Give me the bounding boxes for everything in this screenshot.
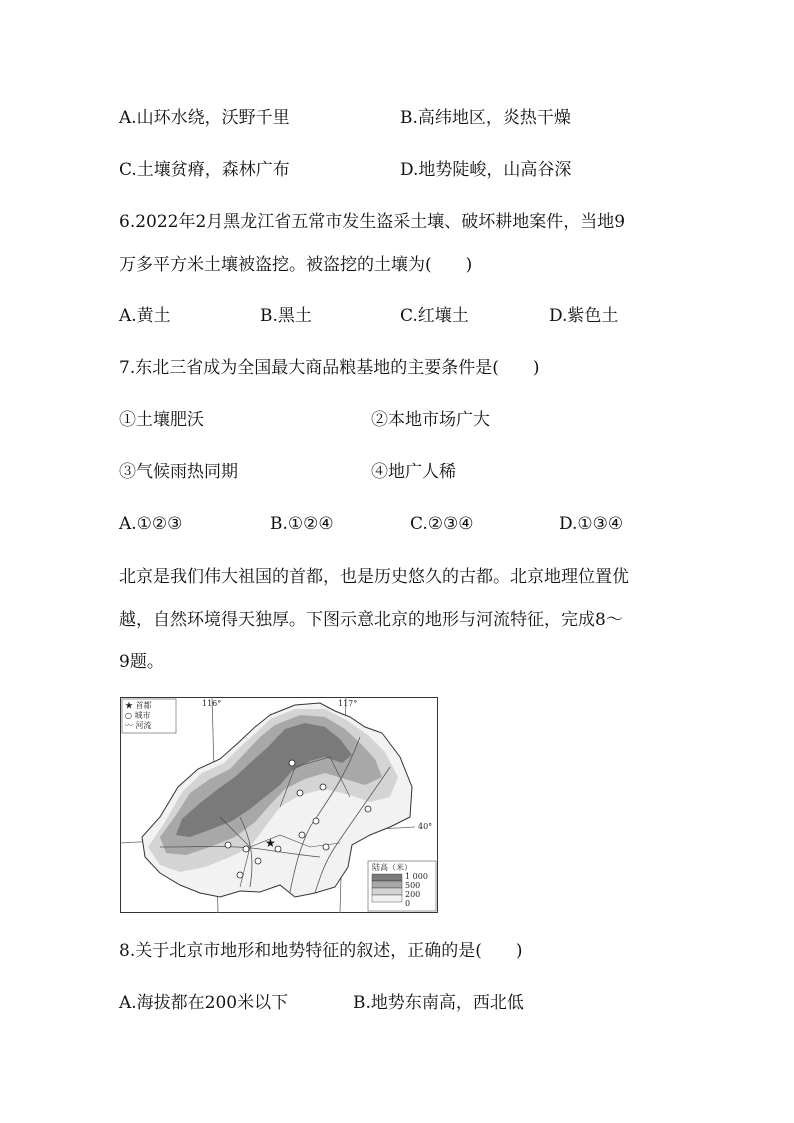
q5-option-d: D.地势陡峻，山高谷深 (400, 160, 572, 180)
q5-option-c: C.土壤贫瘠，森林广布 (119, 160, 290, 180)
q5-option-b: B.高纬地区，炎热干燥 (400, 108, 571, 128)
label-lon-117: 117° (338, 699, 358, 708)
city-marker (275, 846, 281, 852)
elev-level-500: 500 (405, 881, 421, 890)
elev-title: 陆高（米） (372, 863, 412, 872)
passage-line1: 北京是我们伟大祖国的首都，也是历史悠久的古都。北京地理位置优 (119, 567, 629, 587)
elev-level-200: 200 (405, 890, 421, 899)
city-marker (320, 784, 326, 790)
label-lon-116: 116° (202, 699, 222, 708)
city-marker (237, 872, 243, 878)
q7-option-a: A.①②③ (119, 514, 183, 534)
label-lat-40: 40° (418, 822, 433, 831)
legend-river: 〰 河流 (125, 721, 152, 730)
city-marker (299, 832, 305, 838)
q5-option-a: A.山环水绕，沃野千里 (119, 108, 290, 128)
city-marker (297, 790, 303, 796)
q7-condition-1: ①土壤肥沃 (119, 410, 204, 430)
q6-option-b: B.黑土 (260, 306, 312, 326)
legend-capital: ★ 首都 (125, 701, 152, 710)
q7-option-d: D.①③④ (559, 514, 624, 534)
city-marker (289, 760, 295, 766)
city-marker (365, 806, 371, 812)
q6-option-d: D.紫色土 (549, 306, 619, 326)
capital-star-icon: ★ (265, 836, 276, 850)
city-marker (225, 842, 231, 848)
beijing-terrain-map (120, 697, 438, 913)
elev-level-1000: 1 000 (405, 872, 428, 881)
q6-stem-line1: 6.2022年2月黑龙江省五常市发生盗采土壤、破坏耕地案件，当地9 (119, 212, 626, 232)
city-marker (313, 818, 319, 824)
q8-stem: 8.关于北京市地形和地势特征的叙述，正确的是( ) (119, 941, 523, 961)
q7-condition-4: ④地广人稀 (371, 462, 456, 482)
q7-option-b: B.①②④ (270, 514, 334, 534)
elev-level-0: 0 (405, 899, 411, 908)
city-marker (323, 844, 329, 850)
legend-city: ○ 城市 (125, 711, 151, 720)
q6-option-a: A.黄土 (119, 306, 171, 326)
elevation-legend (368, 861, 436, 911)
q6-option-c: C.红壤土 (400, 306, 469, 326)
q7-stem: 7.东北三省成为全国最大商品粮基地的主要条件是( ) (119, 358, 540, 378)
city-marker (255, 858, 261, 864)
q8-option-a: A.海拔都在200米以下 (119, 993, 289, 1013)
passage-line2: 越，自然环境得天独厚。下图示意北京的地形与河流特征，完成8～ (119, 610, 623, 630)
q8-option-b: B.地势东南高，西北低 (353, 993, 524, 1013)
q6-stem-line2: 万多平方米土壤被盗挖。被盗挖的土壤为( ) (119, 255, 473, 275)
q7-condition-3: ③气候雨热同期 (119, 462, 238, 482)
city-marker (243, 846, 249, 852)
q7-condition-2: ②本地市场广大 (371, 410, 490, 430)
q7-option-c: C.②③④ (410, 514, 474, 534)
passage-line3: 9题。 (119, 652, 164, 672)
